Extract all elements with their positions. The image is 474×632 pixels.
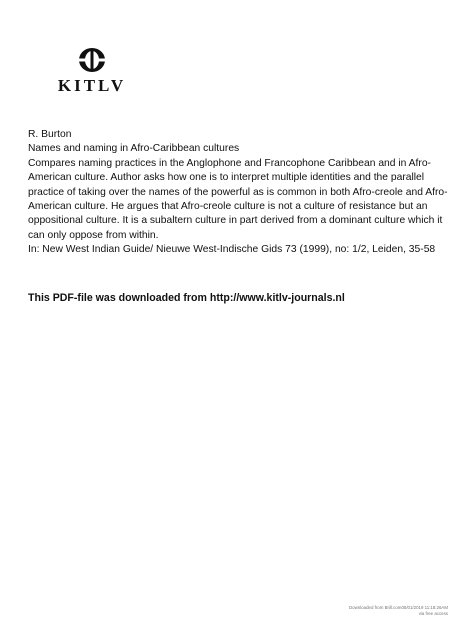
- kitlv-emblem-icon: [77, 46, 107, 74]
- citation: In: New West Indian Guide/ Nieuwe West-Indische Gids 73 (1999), no: 1/2, Leiden, 35-58: [28, 244, 436, 256]
- download-footer: [248, 605, 448, 617]
- record-metadata: [28, 128, 458, 258]
- kitlv-logo-text: KITLV: [57, 76, 127, 95]
- abstract: Compares naming practices in the Anglophone and Francophone Caribbean and in Afro-American culture. Author asks how one is to interpret multiple identities and the parallel practice of taking over the names of the powerful as is common in both Afro-creole and Afro-American culture. He argues that Afro-creole culture is not a culture of resistance but an oppositional culture. It is a subaltern culture in part derived from a dominant culture which it can only oppose from within.: [28, 157, 448, 241]
- kitlv-logo: [54, 46, 130, 98]
- download-notice: This PDF-file was downloaded from http://www.kitlv-journals.nl: [28, 292, 345, 304]
- footer-download-line: Downloaded from Brill.com05/01/2019 11:18:26AM: [348, 605, 448, 610]
- footer-access-line: via free access: [418, 611, 448, 616]
- article-title: Names and naming in Afro-Caribbean cultures: [28, 143, 240, 155]
- author: R. Burton: [28, 129, 72, 140]
